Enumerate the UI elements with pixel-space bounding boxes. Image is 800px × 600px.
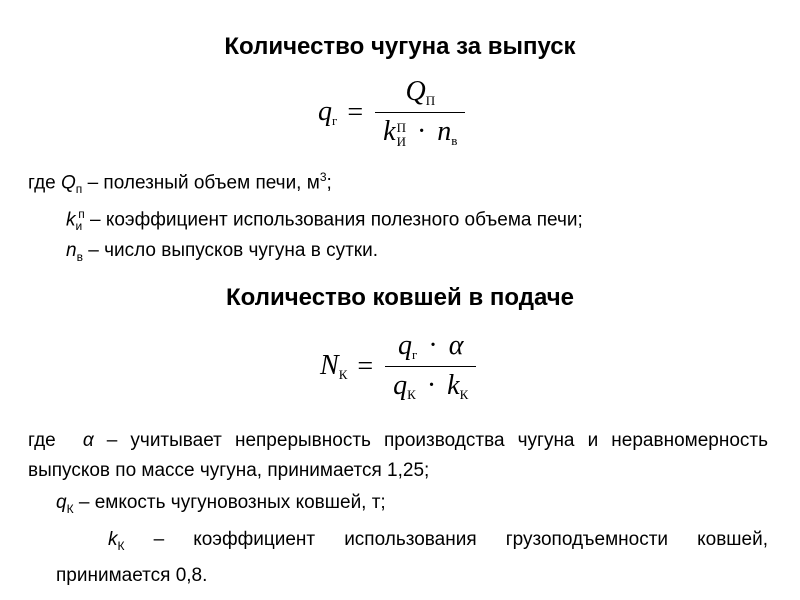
formula1-numerator: $Q_П$ (405, 76, 436, 108)
formula-ladles-per-feed: $N_К$ = $\frac{q_г \cdot \alpha}{q_К \cdot k_К}$ (320, 330, 476, 403)
def2-para1: где α – учитывает непрерывность производства чугуна и неравномерность выпусков по массе чугуна, принимается 1,25; (28, 430, 768, 481)
formula1-denominator: k П И · $n_в$ (375, 112, 465, 149)
def1-line2: $k_и^п$ – коэффициент использования полезного объема печи; (66, 207, 583, 234)
formula1-fraction (375, 76, 465, 149)
heading-ladles-per-feed: Количество ковшей в подаче (226, 284, 574, 311)
formula2-lhs: $N_К$ (320, 350, 348, 382)
def1-line3: $n_в$ – число выпусков чугуна в сутки. (66, 240, 378, 264)
formula-iron-per-tap: $q_г$ = $Q_П$ k П И · $n_в$ (318, 76, 465, 149)
def2-para2: $q_К$ – емкость чугуновозных ковшей, т; (56, 492, 386, 516)
formula2-fraction (385, 330, 476, 403)
formula1-lhs: $q_г$ (318, 96, 338, 128)
heading-iron-per-tap: Количество чугуна за выпуск (224, 33, 576, 60)
formula2-numerator: $q_г \cdot \alpha$ (398, 330, 464, 362)
def1-line1: где $Q_п$ – полезный объем печи, $м^3$; (28, 170, 332, 197)
def2-para3: $k_К$ – коэффициент использования грузоподъемности ковшей, принимается 0,8. (56, 529, 768, 586)
formula2-denominator: $q_К \cdot k_К$ (385, 366, 476, 403)
